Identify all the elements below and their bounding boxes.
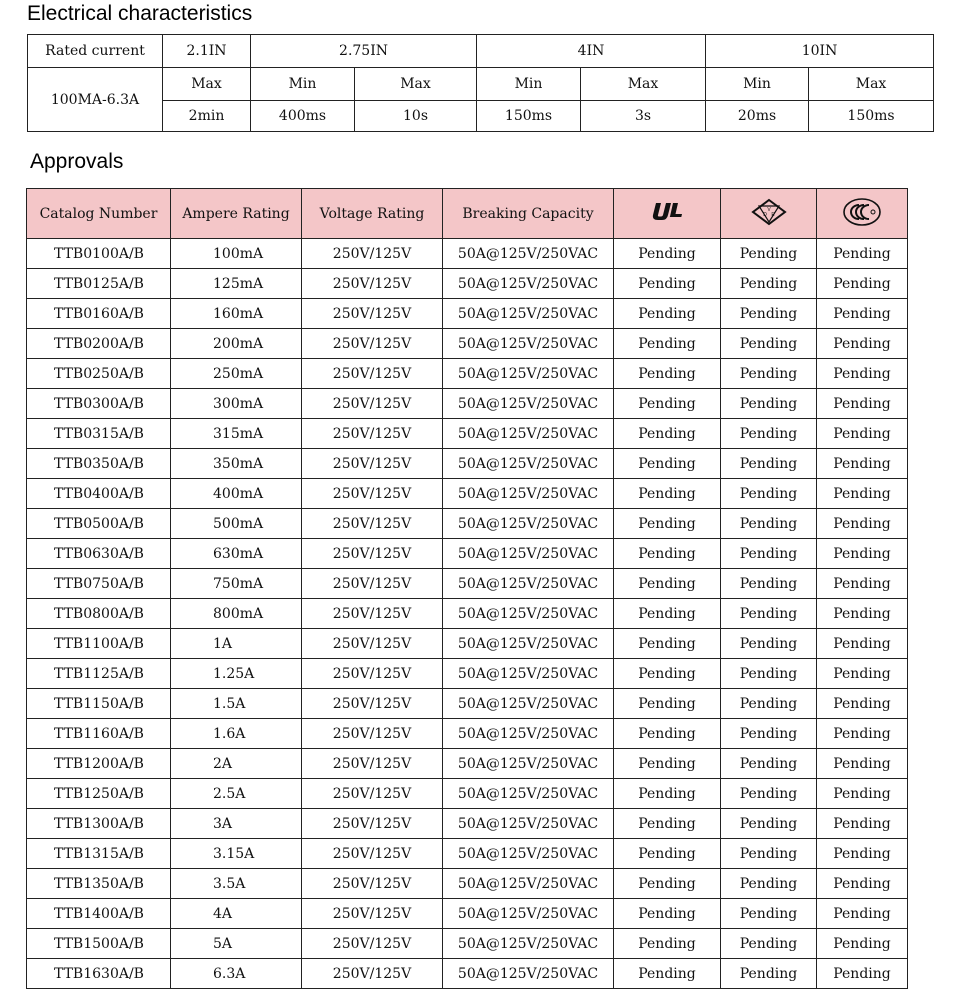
ul-status-cell: Pending — [614, 329, 721, 359]
ul-status-cell: Pending — [614, 299, 721, 329]
ampere-rating-cell: 250mA — [171, 359, 302, 389]
breaking-capacity-cell: 50A@125V/250VAC — [443, 509, 614, 539]
voltage-rating-cell: 250V/125V — [302, 509, 443, 539]
ul-status-cell: Pending — [614, 479, 721, 509]
table-row — [27, 569, 908, 599]
ampere-rating-cell: 1.6A — [171, 719, 302, 749]
breaking-capacity-cell: 50A@125V/250VAC — [443, 359, 614, 389]
ampere-rating-cell: 3.15A — [171, 839, 302, 869]
vde-icon — [751, 198, 787, 230]
approvals-table — [26, 188, 908, 989]
voltage-rating-cell: 250V/125V — [302, 629, 443, 659]
catalog-number-cell: TTB0200A/B — [27, 329, 171, 359]
ul-status-cell: Pending — [614, 599, 721, 629]
table-row — [27, 449, 908, 479]
vde-status-cell: Pending — [721, 659, 817, 689]
voltage-rating-cell: 250V/125V — [302, 809, 443, 839]
ul-status-cell: Pending — [614, 419, 721, 449]
breaking-capacity-cell: 50A@125V/250VAC — [443, 809, 614, 839]
table-row — [27, 929, 908, 959]
breaking-capacity-cell: 50A@125V/250VAC — [443, 419, 614, 449]
svg-text:D: D — [762, 211, 767, 218]
ul-status-cell: Pending — [614, 779, 721, 809]
ul-status-cell: Pending — [614, 929, 721, 959]
voltage-rating-cell: 250V/125V — [302, 869, 443, 899]
breaking-capacity-cell: 50A@125V/250VAC — [443, 299, 614, 329]
vde-status-cell: Pending — [721, 299, 817, 329]
ul-status-cell: Pending — [614, 269, 721, 299]
catalog-number-cell: TTB0500A/B — [27, 509, 171, 539]
limit-value: 400ms — [251, 101, 355, 132]
vde-status-cell: Pending — [721, 839, 817, 869]
ccc-status-cell: Pending — [817, 689, 908, 719]
catalog-number-cell: TTB0400A/B — [27, 479, 171, 509]
ampere-rating-cell: 160mA — [171, 299, 302, 329]
ampere-rating-cell: 100mA — [171, 239, 302, 269]
table-row — [27, 689, 908, 719]
vde-status-cell: Pending — [721, 449, 817, 479]
vde-status-cell: Pending — [721, 239, 817, 269]
catalog-number-cell: TTB0750A/B — [27, 569, 171, 599]
voltage-rating-cell: 250V/125V — [302, 329, 443, 359]
ampere-rating-cell: 1.25A — [171, 659, 302, 689]
table-row — [27, 899, 908, 929]
voltage-rating-cell: 250V/125V — [302, 779, 443, 809]
ccc-status-cell: Pending — [817, 869, 908, 899]
catalog-number-cell: TTB0350A/B — [27, 449, 171, 479]
breaking-capacity-cell: 50A@125V/250VAC — [443, 899, 614, 929]
breaking-capacity-cell: 50A@125V/250VAC — [443, 389, 614, 419]
limit-label: Max — [163, 68, 251, 101]
ccc-status-cell: Pending — [817, 779, 908, 809]
ampere-rating-cell: 6.3A — [171, 959, 302, 989]
header-vde — [721, 189, 817, 239]
breaking-capacity-cell: 50A@125V/250VAC — [443, 689, 614, 719]
ccc-status-cell: Pending — [817, 449, 908, 479]
limit-label: Min — [251, 68, 355, 101]
table-row — [27, 839, 908, 869]
ampere-rating-cell: 315mA — [171, 419, 302, 449]
table-row — [27, 809, 908, 839]
voltage-rating-cell: 250V/125V — [302, 689, 443, 719]
breaking-capacity-cell: 50A@125V/250VAC — [443, 749, 614, 779]
catalog-number-cell: TTB1125A/B — [27, 659, 171, 689]
limit-label: Max — [355, 68, 477, 101]
voltage-rating-cell: 250V/125V — [302, 569, 443, 599]
ampere-rating-cell: 4A — [171, 899, 302, 929]
voltage-rating-cell: 250V/125V — [302, 239, 443, 269]
voltage-rating-cell: 250V/125V — [302, 389, 443, 419]
vde-status-cell: Pending — [721, 329, 817, 359]
limit-value: 150ms — [477, 101, 581, 132]
table-row — [27, 329, 908, 359]
breaking-capacity-cell: 50A@125V/250VAC — [443, 929, 614, 959]
limit-label: Max — [581, 68, 706, 101]
ampere-rating-cell: 3.5A — [171, 869, 302, 899]
catalog-number-cell: TTB1150A/B — [27, 689, 171, 719]
header-ampere-rating: Ampere Rating — [171, 189, 302, 239]
voltage-rating-cell: 250V/125V — [302, 719, 443, 749]
ccc-status-cell: Pending — [817, 719, 908, 749]
rated-current-label: Rated current — [28, 35, 163, 68]
ampere-rating-cell: 350mA — [171, 449, 302, 479]
ul-status-cell: Pending — [614, 869, 721, 899]
ccc-status-cell: Pending — [817, 959, 908, 989]
ampere-rating-cell: 2A — [171, 749, 302, 779]
ccc-status-cell: Pending — [817, 539, 908, 569]
vde-status-cell: Pending — [721, 689, 817, 719]
ul-status-cell: Pending — [614, 839, 721, 869]
table-row — [27, 509, 908, 539]
ul-status-cell: Pending — [614, 689, 721, 719]
current-range-label: 100MA-6.3A — [28, 68, 163, 132]
limit-label: Min — [706, 68, 809, 101]
ampere-rating-cell: 500mA — [171, 509, 302, 539]
table-row — [27, 629, 908, 659]
catalog-number-cell: TTB1160A/B — [27, 719, 171, 749]
table-row — [27, 269, 908, 299]
breaking-capacity-cell: 50A@125V/250VAC — [443, 599, 614, 629]
ul-status-cell: Pending — [614, 389, 721, 419]
ul-status-cell: Pending — [614, 359, 721, 389]
breaking-capacity-cell: 50A@125V/250VAC — [443, 869, 614, 899]
ccc-status-cell: Pending — [817, 359, 908, 389]
ccc-status-cell: Pending — [817, 299, 908, 329]
voltage-rating-cell: 250V/125V — [302, 959, 443, 989]
table-row — [27, 479, 908, 509]
table-row — [27, 749, 908, 779]
header-voltage-rating: Voltage Rating — [302, 189, 443, 239]
ampere-rating-cell: 200mA — [171, 329, 302, 359]
table-row — [27, 299, 908, 329]
ampere-rating-cell: 750mA — [171, 569, 302, 599]
svg-text:V: V — [766, 206, 771, 213]
ccc-status-cell: Pending — [817, 899, 908, 929]
group-2-1in: 2.1IN — [163, 35, 251, 68]
catalog-number-cell: TTB1250A/B — [27, 779, 171, 809]
vde-status-cell: Pending — [721, 389, 817, 419]
vde-status-cell: Pending — [721, 809, 817, 839]
ccc-status-cell: Pending — [817, 599, 908, 629]
catalog-number-cell: TTB1100A/B — [27, 629, 171, 659]
catalog-number-cell: TTB1300A/B — [27, 809, 171, 839]
ul-status-cell: Pending — [614, 449, 721, 479]
voltage-rating-cell: 250V/125V — [302, 659, 443, 689]
table-row — [27, 239, 908, 269]
voltage-rating-cell: 250V/125V — [302, 899, 443, 929]
ccc-status-cell: Pending — [817, 239, 908, 269]
catalog-number-cell: TTB1200A/B — [27, 749, 171, 779]
catalog-number-cell: TTB0100A/B — [27, 239, 171, 269]
header-catalog-number: Catalog Number — [27, 189, 171, 239]
vde-status-cell: Pending — [721, 539, 817, 569]
group-10in: 10IN — [706, 35, 934, 68]
table-row — [27, 419, 908, 449]
limit-value: 20ms — [706, 101, 809, 132]
table-row — [27, 869, 908, 899]
vde-status-cell: Pending — [721, 749, 817, 779]
vde-status-cell: Pending — [721, 779, 817, 809]
vde-status-cell: Pending — [721, 869, 817, 899]
voltage-rating-cell: 250V/125V — [302, 539, 443, 569]
vde-status-cell: Pending — [721, 629, 817, 659]
catalog-number-cell: TTB0800A/B — [27, 599, 171, 629]
voltage-rating-cell: 250V/125V — [302, 299, 443, 329]
catalog-number-cell: TTB0250A/B — [27, 359, 171, 389]
vde-status-cell: Pending — [721, 899, 817, 929]
ccc-status-cell: Pending — [817, 329, 908, 359]
ul-status-cell: Pending — [614, 809, 721, 839]
catalog-number-cell: TTB1500A/B — [27, 929, 171, 959]
ccc-status-cell: Pending — [817, 509, 908, 539]
ampere-rating-cell: 300mA — [171, 389, 302, 419]
catalog-number-cell: TTB1315A/B — [27, 839, 171, 869]
breaking-capacity-cell: 50A@125V/250VAC — [443, 269, 614, 299]
ampere-rating-cell: 3A — [171, 809, 302, 839]
catalog-number-cell: TTB0125A/B — [27, 269, 171, 299]
limit-value: 150ms — [809, 101, 934, 132]
ampere-rating-cell: 630mA — [171, 539, 302, 569]
table-row — [27, 959, 908, 989]
ccc-status-cell: Pending — [817, 569, 908, 599]
limit-label: Min — [477, 68, 581, 101]
catalog-number-cell: TTB0630A/B — [27, 539, 171, 569]
vde-status-cell: Pending — [721, 959, 817, 989]
ampere-rating-cell: 400mA — [171, 479, 302, 509]
electrical-characteristics-table — [27, 34, 934, 132]
breaking-capacity-cell: 50A@125V/250VAC — [443, 569, 614, 599]
ampere-rating-cell: 125mA — [171, 269, 302, 299]
ampere-rating-cell: 800mA — [171, 599, 302, 629]
group-4in: 4IN — [477, 35, 706, 68]
ul-status-cell: Pending — [614, 509, 721, 539]
ul-status-cell: Pending — [614, 629, 721, 659]
header-ccc — [817, 189, 908, 239]
table-row — [27, 719, 908, 749]
breaking-capacity-cell: 50A@125V/250VAC — [443, 449, 614, 479]
ul-status-cell: Pending — [614, 239, 721, 269]
limit-value: 3s — [581, 101, 706, 132]
breaking-capacity-cell: 50A@125V/250VAC — [443, 959, 614, 989]
vde-status-cell: Pending — [721, 419, 817, 449]
ul-recognized-icon — [647, 200, 687, 228]
catalog-number-cell: TTB0160A/B — [27, 299, 171, 329]
electrical-characteristics-title: Electrical characteristics — [27, 2, 253, 25]
voltage-rating-cell: 250V/125V — [302, 419, 443, 449]
catalog-number-cell: TTB0300A/B — [27, 389, 171, 419]
table-row — [27, 389, 908, 419]
svg-text:E: E — [770, 211, 775, 218]
breaking-capacity-cell: 50A@125V/250VAC — [443, 629, 614, 659]
voltage-rating-cell: 250V/125V — [302, 359, 443, 389]
ul-status-cell: Pending — [614, 539, 721, 569]
breaking-capacity-cell: 50A@125V/250VAC — [443, 659, 614, 689]
voltage-rating-cell: 250V/125V — [302, 479, 443, 509]
breaking-capacity-cell: 50A@125V/250VAC — [443, 239, 614, 269]
ampere-rating-cell: 1.5A — [171, 689, 302, 719]
table-row — [27, 539, 908, 569]
breaking-capacity-cell: 50A@125V/250VAC — [443, 719, 614, 749]
group-2-75in: 2.75IN — [251, 35, 477, 68]
ccc-status-cell: Pending — [817, 929, 908, 959]
ccc-icon — [842, 197, 882, 231]
voltage-rating-cell: 250V/125V — [302, 269, 443, 299]
breaking-capacity-cell: 50A@125V/250VAC — [443, 479, 614, 509]
voltage-rating-cell: 250V/125V — [302, 749, 443, 779]
table-row — [27, 659, 908, 689]
catalog-number-cell: TTB1400A/B — [27, 899, 171, 929]
voltage-rating-cell: 250V/125V — [302, 599, 443, 629]
ccc-status-cell: Pending — [817, 629, 908, 659]
limit-value: 2min — [163, 101, 251, 132]
ccc-status-cell: Pending — [817, 419, 908, 449]
catalog-number-cell: TTB1630A/B — [27, 959, 171, 989]
ampere-rating-cell: 1A — [171, 629, 302, 659]
ccc-status-cell: Pending — [817, 659, 908, 689]
ccc-status-cell: Pending — [817, 389, 908, 419]
ul-status-cell: Pending — [614, 899, 721, 929]
ul-status-cell: Pending — [614, 659, 721, 689]
ampere-rating-cell: 2.5A — [171, 779, 302, 809]
ccc-status-cell: Pending — [817, 749, 908, 779]
vde-status-cell: Pending — [721, 269, 817, 299]
limit-value: 10s — [355, 101, 477, 132]
ampere-rating-cell: 5A — [171, 929, 302, 959]
breaking-capacity-cell: 50A@125V/250VAC — [443, 779, 614, 809]
vde-status-cell: Pending — [721, 359, 817, 389]
vde-status-cell: Pending — [721, 479, 817, 509]
voltage-rating-cell: 250V/125V — [302, 929, 443, 959]
ccc-status-cell: Pending — [817, 269, 908, 299]
vde-status-cell: Pending — [721, 569, 817, 599]
breaking-capacity-cell: 50A@125V/250VAC — [443, 539, 614, 569]
ul-status-cell: Pending — [614, 569, 721, 599]
breaking-capacity-cell: 50A@125V/250VAC — [443, 839, 614, 869]
approvals-title: Approvals — [30, 150, 124, 173]
table-row — [27, 599, 908, 629]
header-ul — [614, 189, 721, 239]
ul-status-cell: Pending — [614, 719, 721, 749]
voltage-rating-cell: 250V/125V — [302, 449, 443, 479]
ul-status-cell: Pending — [614, 959, 721, 989]
vde-status-cell: Pending — [721, 509, 817, 539]
ul-status-cell: Pending — [614, 749, 721, 779]
catalog-number-cell: TTB0315A/B — [27, 419, 171, 449]
ccc-status-cell: Pending — [817, 809, 908, 839]
ccc-status-cell: Pending — [817, 479, 908, 509]
table-row — [27, 359, 908, 389]
vde-status-cell: Pending — [721, 719, 817, 749]
breaking-capacity-cell: 50A@125V/250VAC — [443, 329, 614, 359]
header-breaking-capacity: Breaking Capacity — [443, 189, 614, 239]
vde-status-cell: Pending — [721, 929, 817, 959]
catalog-number-cell: TTB1350A/B — [27, 869, 171, 899]
voltage-rating-cell: 250V/125V — [302, 839, 443, 869]
table-row — [27, 779, 908, 809]
ccc-status-cell: Pending — [817, 839, 908, 869]
limit-label: Max — [809, 68, 934, 101]
vde-status-cell: Pending — [721, 599, 817, 629]
